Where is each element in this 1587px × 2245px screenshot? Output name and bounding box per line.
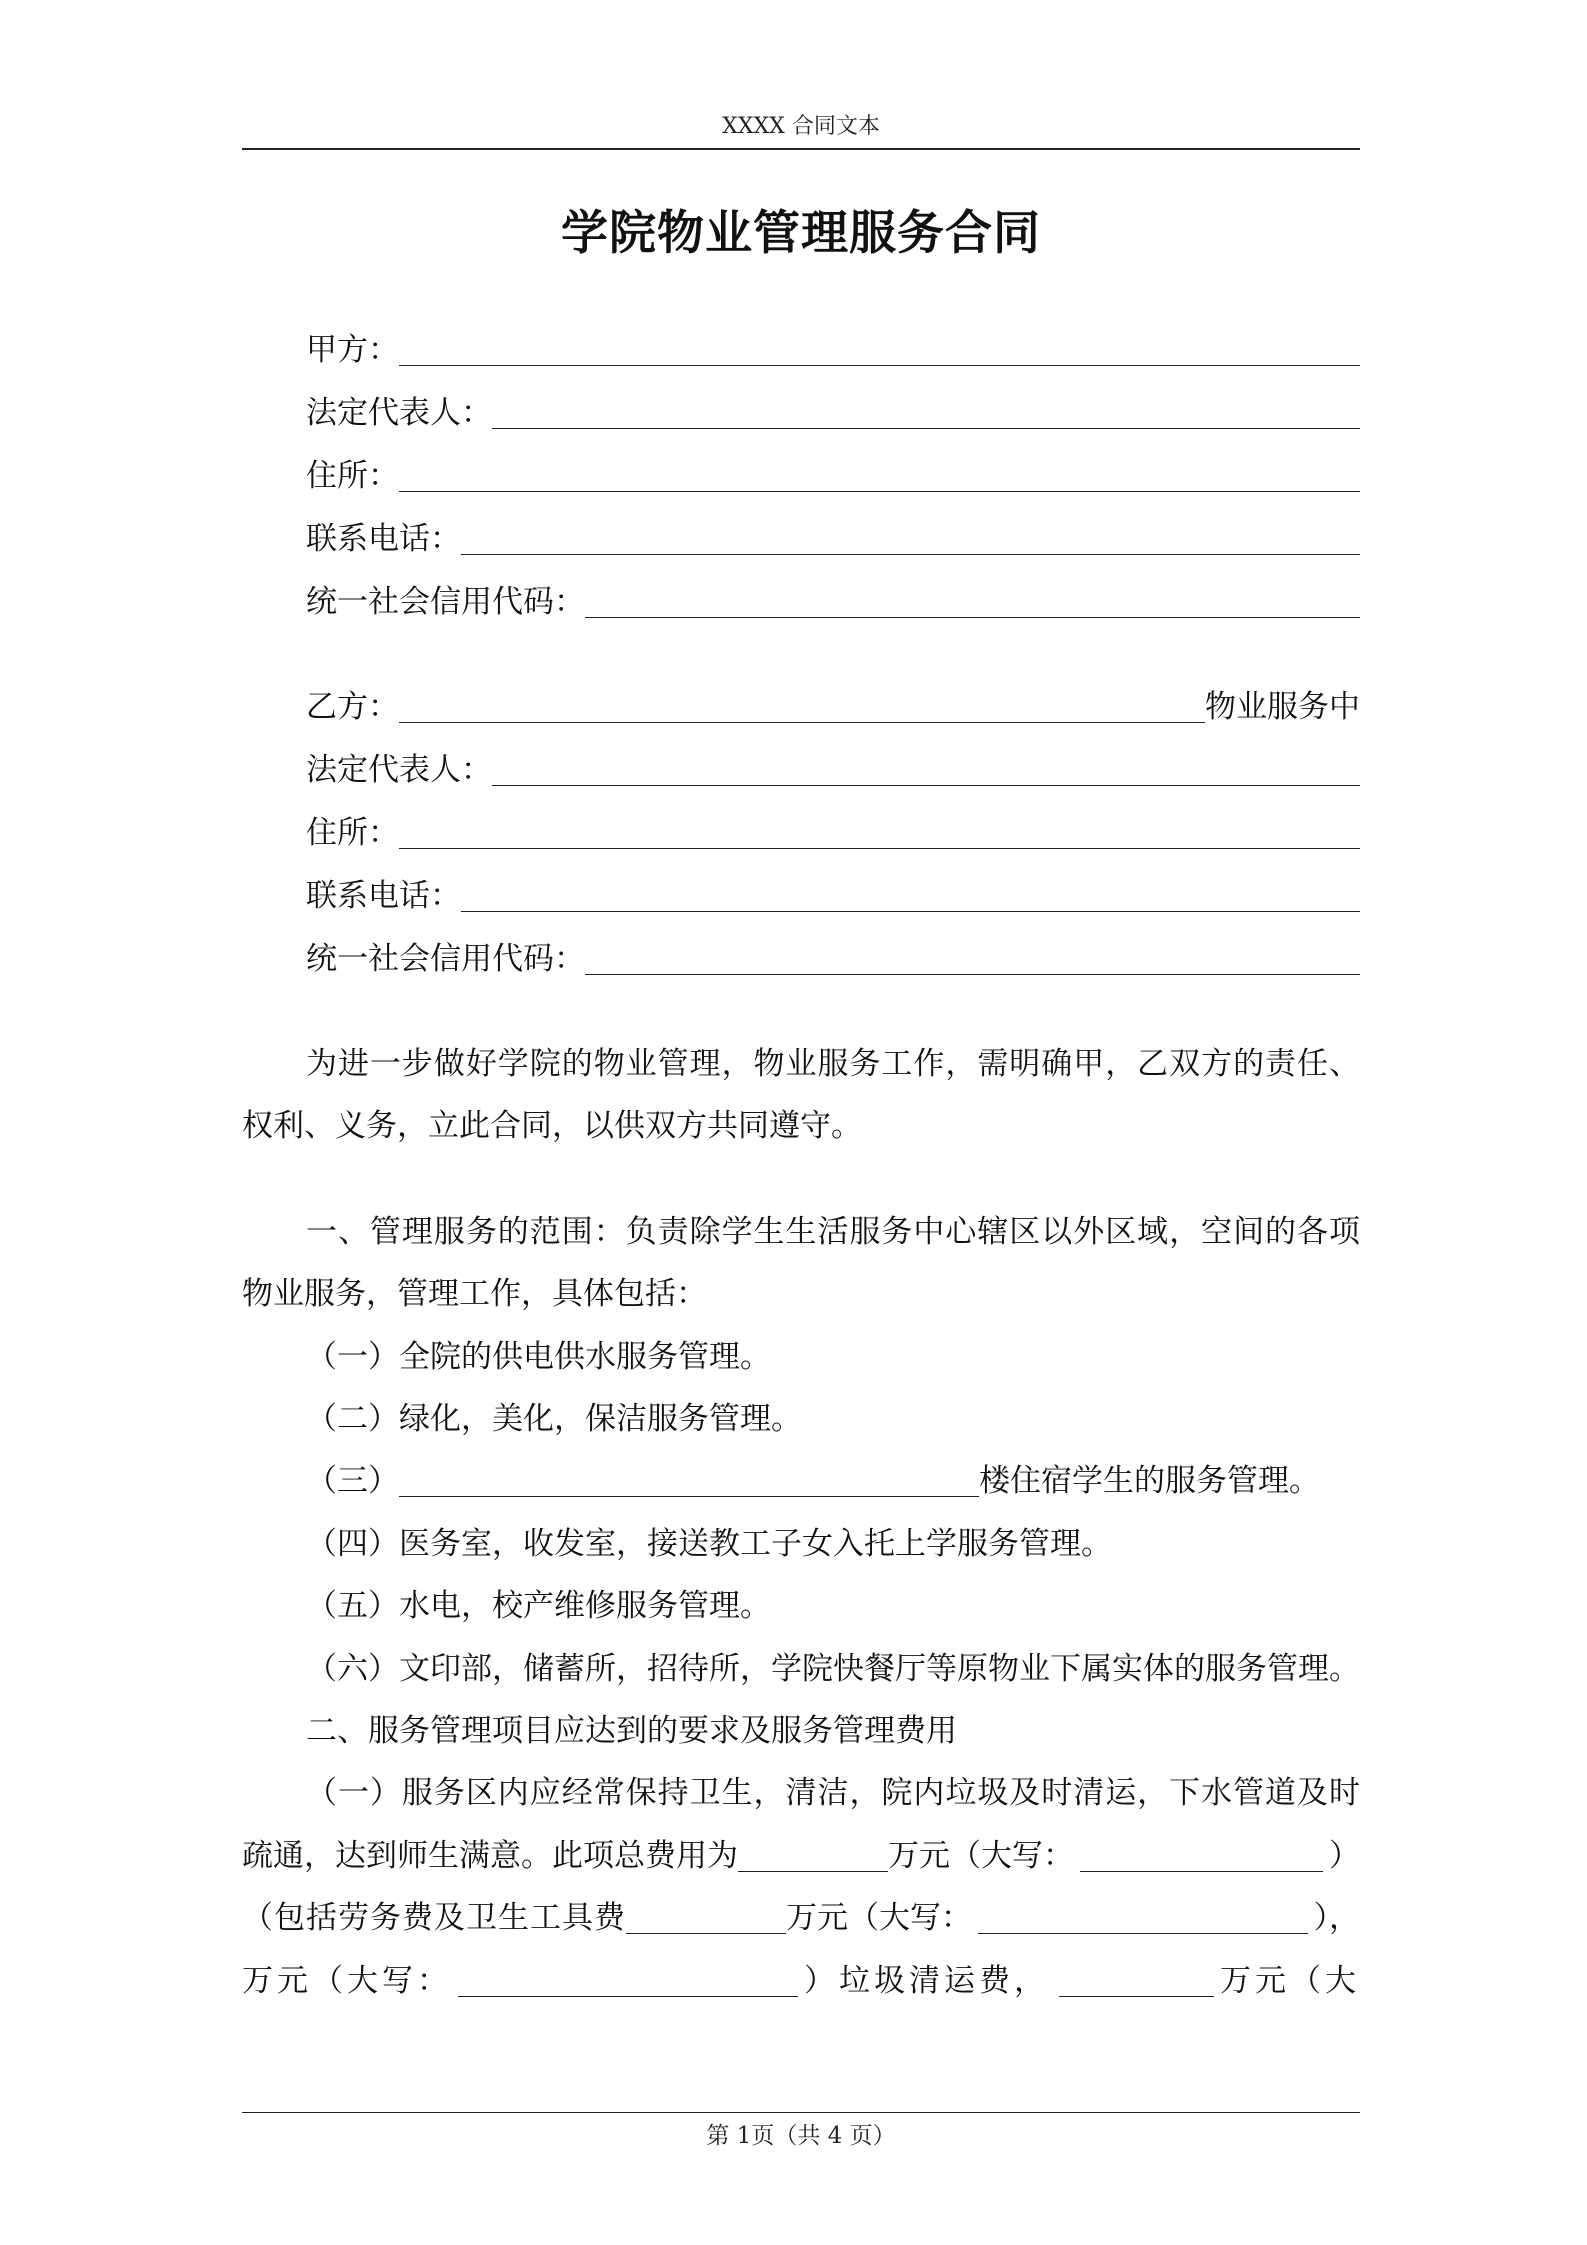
section2-item-1-line-3 bbox=[242, 1896, 1360, 1940]
page-footer: 第 1页（共 4 页） bbox=[706, 2123, 896, 2149]
party-b-address-blank[interactable] bbox=[399, 814, 1360, 849]
section2-item-1-line-3-text-c: ）， bbox=[1313, 1900, 1360, 1936]
section2-item-1-line-3-text-b: 万元（大写： bbox=[786, 1900, 972, 1936]
header-divider bbox=[242, 148, 1360, 150]
party-a-address-blank[interactable] bbox=[399, 457, 1360, 492]
party-b-phone-blank[interactable] bbox=[461, 877, 1360, 912]
section2-item-1-line-2-text-b: 万元（大写： bbox=[888, 1838, 1074, 1874]
party-b-credit-code-row bbox=[306, 937, 1360, 981]
labor-fee-blank[interactable] bbox=[626, 1899, 786, 1934]
section2-item-1-line-4-text-c: 万元（大 bbox=[1220, 1963, 1360, 1999]
section2-item-1-line-3-text-a: （包括劳务费及卫生工具费 bbox=[242, 1900, 626, 1936]
party-a-rep-row bbox=[306, 391, 1360, 435]
section2-item-1-line-4 bbox=[242, 1959, 1360, 2003]
party-a-phone-row bbox=[306, 517, 1360, 561]
party-a-name-row bbox=[306, 328, 1360, 372]
section1-item-2: （二）绿化，美化，保洁服务管理。 bbox=[306, 1401, 802, 1437]
party-b-rep-row bbox=[306, 748, 1360, 792]
section1-heading-line-2: 物业服务，管理工作，具体包括： bbox=[242, 1276, 707, 1312]
section1-item-3-prefix: （三） bbox=[306, 1463, 399, 1499]
party-b-phone-row bbox=[306, 874, 1360, 918]
section1-item-6: （六）文印部，储蓄所，招待所，学院快餐厅等原物业下属实体的服务管理。 bbox=[306, 1651, 1360, 1687]
total-fee-blank[interactable] bbox=[738, 1837, 888, 1872]
section2-item-1-line-2-text-a: 疏通，达到师生满意。此项总费用为 bbox=[242, 1838, 738, 1874]
section1-item-4: （四）医务室，收发室，接送教工子女入托上学服务管理。 bbox=[306, 1526, 1112, 1562]
party-b-credit-code-blank[interactable] bbox=[585, 940, 1360, 975]
labor-fee-uppercase-blank[interactable] bbox=[978, 1899, 1308, 1934]
party-a-credit-code-row bbox=[306, 580, 1360, 624]
section2-heading: 二、服务管理项目应达到的要求及服务管理费用 bbox=[306, 1713, 957, 1749]
section2-item-1-line-2-text-c: ） bbox=[1329, 1838, 1360, 1874]
footer-divider bbox=[242, 2112, 1360, 2113]
party-b-name-label: 乙方： bbox=[306, 689, 399, 725]
party-b-name-suffix: 物业服务中 bbox=[1205, 689, 1360, 725]
section2-item-1-line-2 bbox=[242, 1834, 1360, 1878]
party-a-credit-code-blank[interactable] bbox=[585, 583, 1360, 618]
party-b-phone-label: 联系电话： bbox=[306, 878, 461, 914]
party-b-address-label: 住所： bbox=[306, 815, 399, 851]
page-header: XXXX 合同文本 bbox=[722, 114, 880, 139]
party-b-name-row bbox=[306, 685, 1360, 729]
misc-fee-uppercase-blank[interactable] bbox=[458, 1962, 798, 1997]
section2-item-1-line-4-text-b: ）垃圾清运费， bbox=[804, 1963, 1049, 1999]
party-a-credit-code-label: 统一社会信用代码： bbox=[306, 584, 585, 620]
section1-heading-line-1: 一、管理服务的范围：负责除学生生活服务中心辖区以外区域，空间的各项 bbox=[306, 1214, 1360, 1250]
intro-line-2: 权利、义务，立此合同，以供双方共同遵守。 bbox=[242, 1108, 862, 1144]
party-b-credit-code-label: 统一社会信用代码： bbox=[306, 941, 585, 977]
party-a-address-label: 住所： bbox=[306, 458, 399, 494]
party-a-name-blank[interactable] bbox=[399, 331, 1360, 366]
party-a-rep-blank[interactable] bbox=[492, 394, 1360, 429]
section2-item-1-line-4-text-a: 万元（大写： bbox=[242, 1963, 452, 1999]
section1-item-5: （五）水电，校产维修服务管理。 bbox=[306, 1588, 771, 1624]
document-title: 学院物业管理服务合同 bbox=[561, 206, 1041, 261]
party-a-phone-blank[interactable] bbox=[461, 520, 1360, 555]
party-a-rep-label: 法定代表人： bbox=[306, 395, 492, 431]
party-a-phone-label: 联系电话： bbox=[306, 521, 461, 557]
intro-line-1: 为进一步做好学院的物业管理，物业服务工作，需明确甲，乙双方的责任、 bbox=[306, 1046, 1360, 1082]
section1-item-3-blank[interactable] bbox=[399, 1462, 979, 1497]
section1-item-3 bbox=[306, 1459, 1360, 1503]
party-b-address-row bbox=[306, 811, 1360, 855]
total-fee-uppercase-blank[interactable] bbox=[1080, 1837, 1323, 1872]
garbage-fee-blank[interactable] bbox=[1059, 1962, 1214, 1997]
party-b-rep-blank[interactable] bbox=[492, 751, 1360, 786]
party-a-name-label: 甲方： bbox=[306, 332, 399, 368]
section1-item-1: （一）全院的供电供水服务管理。 bbox=[306, 1339, 771, 1375]
party-a-address-row bbox=[306, 454, 1360, 498]
party-b-rep-label: 法定代表人： bbox=[306, 752, 492, 788]
section2-item-1-line-1: （一）服务区内应经常保持卫生，清洁，院内垃圾及时清运，下水管道及时 bbox=[306, 1775, 1360, 1811]
section1-item-3-suffix: 楼住宿学生的服务管理。 bbox=[979, 1463, 1320, 1499]
party-b-name-blank[interactable] bbox=[399, 688, 1205, 723]
